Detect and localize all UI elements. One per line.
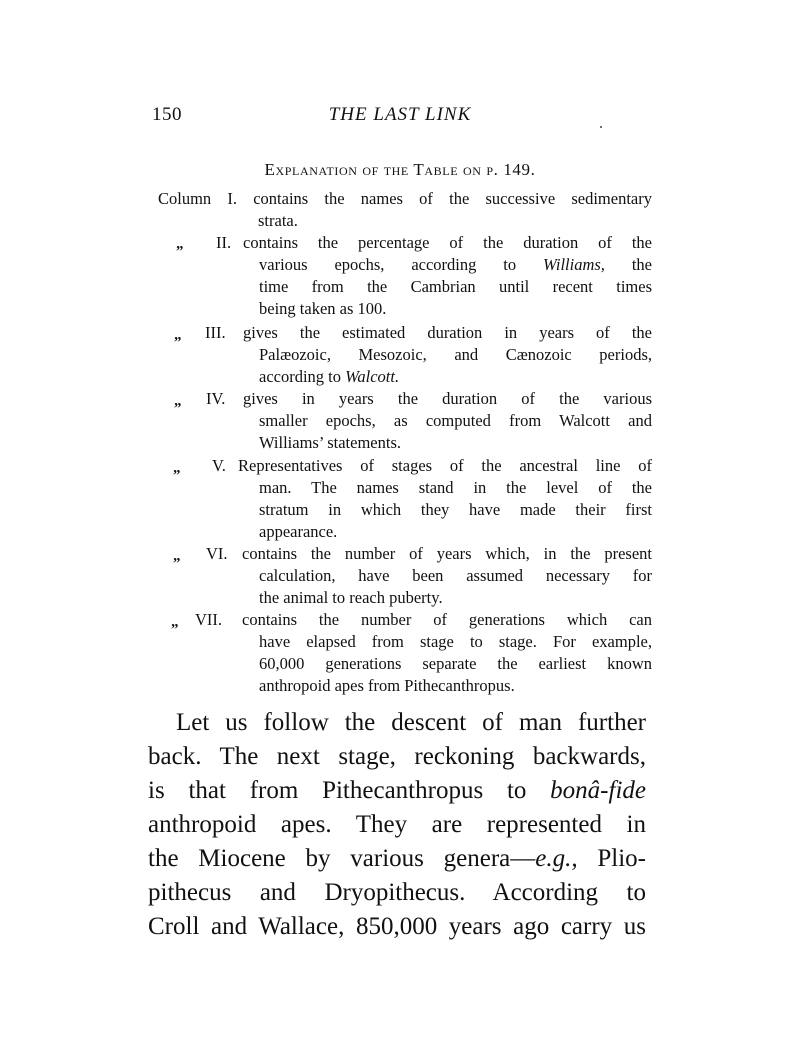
- entry-body: [259, 477, 652, 543]
- entry-line: anthropoid apes from Pithecanthropus.: [259, 676, 515, 695]
- entry-line: 60,000 generations separate the earliest known: [259, 654, 652, 673]
- entry-line: Column I. contains the names of the successive sedimentary: [158, 189, 652, 208]
- author-name: Williams,: [543, 255, 605, 274]
- column-numeral: VI.: [206, 544, 228, 563]
- entry-body: [242, 543, 652, 565]
- entry-body: [259, 631, 652, 697]
- entry-line: strata.: [258, 211, 298, 230]
- entry-body: [259, 565, 652, 609]
- entry-line: man. The names stand in the level of the: [259, 478, 652, 497]
- entry-line: Williams’ statements.: [259, 433, 401, 452]
- body-line: pithecus and Dryopithecus. According to: [148, 879, 646, 906]
- body-line: Let us follow the descent of man further: [176, 709, 646, 736]
- column-one-entry: [158, 188, 652, 232]
- italic-phrase: e.g.,: [535, 845, 578, 872]
- body-line: back. The next stage, reckoning backwards,: [148, 743, 646, 770]
- entry-line: appearance.: [259, 522, 338, 541]
- entry-line: Representatives of stages of the ancestral line of: [238, 456, 652, 475]
- entry-line: have elapsed from stage to stage. For example,: [259, 632, 652, 651]
- section-heading: Explanation of the Table on p. 149.: [264, 160, 536, 179]
- entry-line: the animal to reach puberty.: [259, 588, 443, 607]
- column-numeral: III.: [205, 323, 226, 342]
- entry-body: [242, 609, 652, 631]
- running-title: THE LAST LINK: [328, 104, 472, 125]
- entry-line: calculation, have been assumed necessary for: [259, 566, 652, 585]
- column-numeral: VII.: [195, 610, 223, 629]
- ditto-mark: „: [173, 460, 181, 476]
- entry-line: [259, 366, 652, 388]
- body-line: [148, 774, 646, 808]
- entry-line: gives the estimated duration in years of the: [243, 323, 652, 342]
- body-line: anthropoid apes. They are represented in: [148, 811, 646, 838]
- body-line: Croll and Wallace, 850,000 years ago carry us: [148, 913, 646, 940]
- body-line-part: the Miocene by various genera—: [148, 845, 536, 872]
- entry-line-part: the: [631, 255, 652, 274]
- entry-line: contains the percentage of the duration of the: [243, 233, 652, 252]
- body-line-part: Plio-: [597, 845, 647, 872]
- ditto-mark: „: [171, 614, 179, 630]
- entry-line: stratum in which they have made their first: [259, 500, 652, 519]
- italic-phrase: bonâ-fide: [550, 777, 646, 804]
- entry-body: [259, 344, 652, 388]
- column-numeral: II.: [216, 233, 232, 252]
- body-line: [148, 842, 646, 876]
- entry-line-part: various epochs, according to: [259, 255, 517, 274]
- ditto-mark: „: [174, 327, 182, 343]
- print-speck: [600, 126, 602, 128]
- body-line-part: is that from Pithecanthropus to: [148, 777, 527, 804]
- page-number: 150: [152, 104, 182, 125]
- entry-body: [238, 455, 652, 477]
- ditto-mark: „: [173, 548, 181, 564]
- entry-line: gives in years the duration of the various: [243, 389, 652, 408]
- column-numeral: V.: [212, 456, 226, 475]
- body-paragraph: [148, 706, 646, 944]
- entry-body: [243, 322, 652, 344]
- entry-line: Palæozoic, Mesozoic, and Cænozoic periods,: [259, 345, 652, 364]
- entry-line: contains the number of generations which can: [242, 610, 652, 629]
- entry-line: contains the number of years which, in the present: [242, 544, 652, 563]
- entry-line: being taken as 100.: [259, 299, 387, 318]
- ditto-mark: „: [176, 236, 184, 252]
- entry-line: time from the Cambrian until recent times: [259, 277, 652, 296]
- entry-body: [243, 232, 652, 254]
- entry-line-part: according to: [259, 367, 342, 386]
- entry-line: smaller epochs, as computed from Walcott and: [259, 411, 652, 430]
- column-numeral: IV.: [206, 389, 226, 408]
- entry-body: [259, 254, 652, 320]
- entry-line: [259, 254, 652, 276]
- author-name: Walcott.: [345, 367, 400, 386]
- entry-body: [243, 388, 652, 410]
- entry-body: [259, 410, 652, 454]
- ditto-mark: „: [174, 393, 182, 409]
